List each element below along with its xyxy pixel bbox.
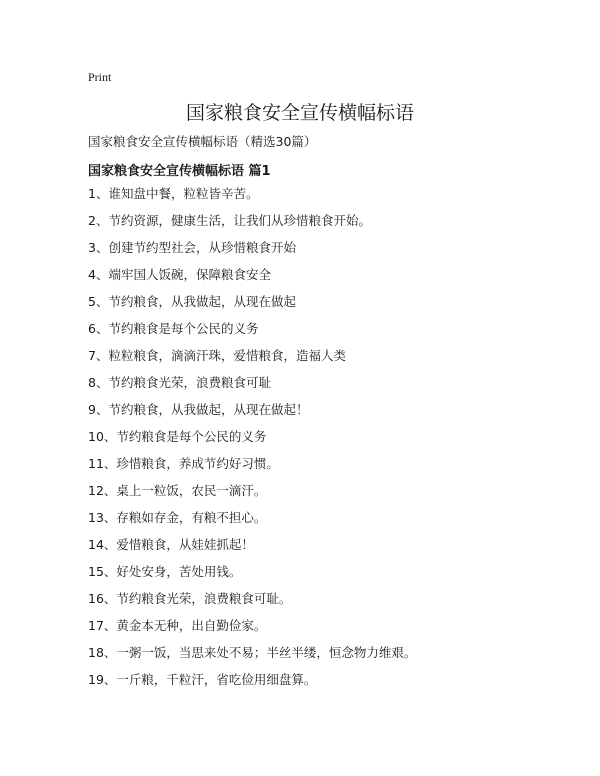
slogan-item: 7、粒粒粮食，滴滴汗珠，爱惜粮食，造福人类	[88, 348, 346, 363]
document-title: 国家粮食安全宣传横幅标语	[185, 102, 414, 124]
slogan-item: 4、端牢国人饭碗，保障粮食安全	[88, 267, 271, 282]
slogan-item: 6、节约粮食是每个公民的义务	[88, 321, 259, 336]
document-subtitle: 国家粮食安全宣传横幅标语（精选30篇）	[88, 134, 317, 149]
slogan-item: 18、一粥一饭，当思来处不易；半丝半缕，恒念物力维艰。	[88, 645, 417, 660]
slogan-item: 13、存粮如存金，有粮不担心。	[88, 510, 267, 525]
slogan-item: 12、桌上一粒饭，农民一滴汗。	[88, 483, 267, 498]
slogan-item: 8、节约粮食光荣，浪费粮食可耻	[88, 375, 271, 390]
slogan-item: 17、黄金本无种，出自勤俭家。	[88, 618, 267, 633]
slogan-item: 14、爱惜粮食，从娃娃抓起！	[88, 537, 254, 552]
slogan-item: 15、好处安身，苦处用钱。	[88, 564, 242, 579]
slogan-item: 11、珍惜粮食，养成节约好习惯。	[88, 456, 279, 471]
print-label: Print	[88, 70, 112, 84]
slogan-list	[88, 186, 416, 699]
section-heading: 国家粮食安全宣传横幅标语 篇1	[88, 164, 271, 179]
slogan-item: 5、节约粮食，从我做起，从现在做起	[88, 294, 296, 309]
slogan-item: 19、一斤粮，千粒汗，省吃俭用细盘算。	[88, 672, 317, 687]
slogan-item: 2、节约资源，健康生活，让我们从珍惜粮食开始。	[88, 213, 371, 228]
slogan-item: 1、谁知盘中餐，粒粒皆辛苦。	[88, 186, 259, 201]
slogan-item: 9、节约粮食，从我做起，从现在做起！	[88, 402, 309, 417]
slogan-item: 10、节约粮食是每个公民的义务	[88, 429, 267, 444]
slogan-item: 3、创建节约型社会，从珍惜粮食开始	[88, 240, 296, 255]
slogan-item: 16、节约粮食光荣，浪费粮食可耻。	[88, 591, 292, 606]
